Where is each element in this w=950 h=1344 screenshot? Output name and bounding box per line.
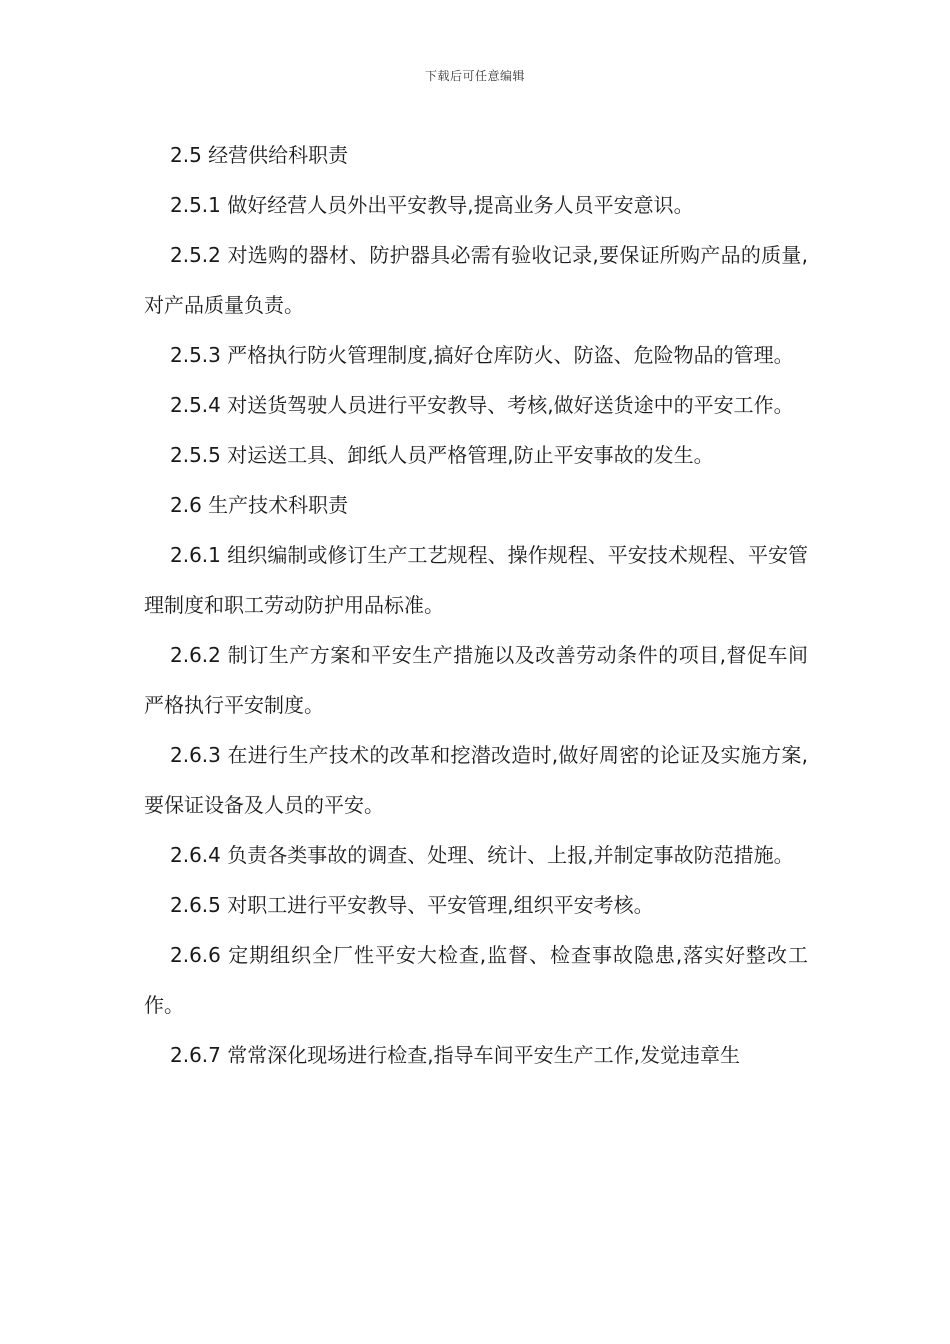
paragraph: 2.5.2 对选购的器材、防护器具必需有验收记录,要保证所购产品的质量,对产品质量负责。 (144, 243, 808, 317)
document-body (144, 130, 808, 1080)
paragraph: 2.6.4 负责各类事故的调查、处理、统计、上报,并制定事故防范措施。 (170, 843, 794, 867)
section-heading: 2.5 经营供给科职责 (170, 143, 349, 167)
paragraph: 2.5.5 对运送工具、卸纸人员严格管理,防止平安事故的发生。 (170, 443, 714, 467)
paragraph: 2.6.6 定期组织全厂性平安大检查,监督、检查事故隐患,落实好整改工作。 (144, 943, 808, 1017)
paragraph: 2.6.2 制订生产方案和平安生产措施以及改善劳动条件的项目,督促车间严格执行平安制度。 (144, 643, 808, 717)
paragraph: 2.5.4 对送货驾驶人员进行平安教导、考核,做好送货途中的平安工作。 (170, 393, 794, 417)
section-heading: 2.6 生产技术科职责 (170, 493, 349, 517)
paragraph: 2.6.3 在进行生产技术的改革和挖潜改造时,做好周密的论证及实施方案,要保证设备及人员的平安。 (144, 743, 808, 817)
paragraph: 2.6.1 组织编制或修订生产工艺规程、操作规程、平安技术规程、平安管理制度和职工劳动防护用品标准。 (144, 543, 808, 617)
paragraph: 2.5.1 做好经营人员外出平安教导,提高业务人员平安意识。 (170, 193, 694, 217)
page-header-note: 下载后可任意编辑 (424, 69, 525, 83)
paragraph: 2.6.7 常常深化现场进行检查,指导车间平安生产工作,发觉违章生 (170, 1043, 740, 1067)
paragraph: 2.6.5 对职工进行平安教导、平安管理,组织平安考核。 (170, 893, 654, 917)
paragraph: 2.5.3 严格执行防火管理制度,搞好仓库防火、防盗、危险物品的管理。 (170, 343, 794, 367)
